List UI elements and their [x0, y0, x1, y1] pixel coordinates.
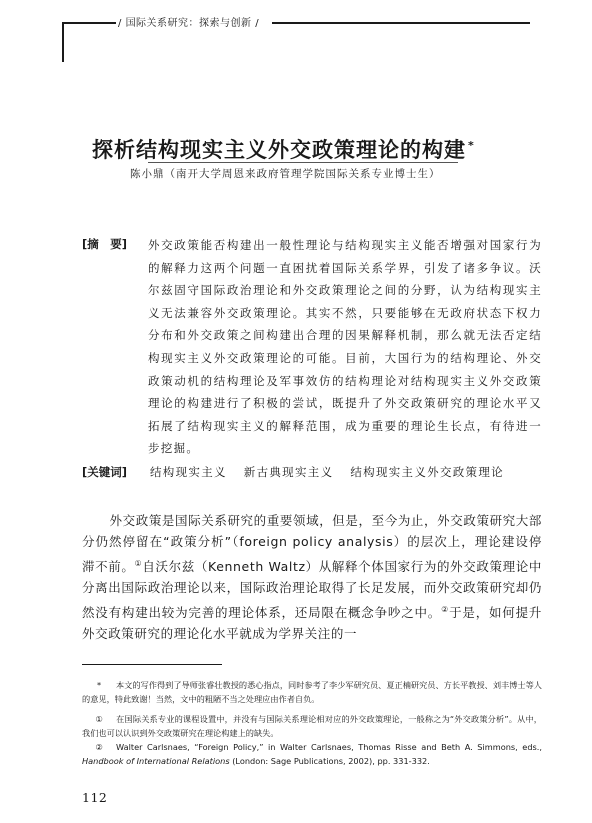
header-left-rule — [62, 22, 116, 24]
footnote-mark: * — [96, 680, 102, 690]
keyword-item: 新古典现实主义 — [243, 465, 334, 479]
running-title: 国际关系研究：探索与创新 — [125, 18, 252, 29]
body-text-part: 于是，如何提升外交政策研究的理论化水平就成为学界关注的一 — [82, 604, 543, 642]
keywords-label: [关键词] — [82, 465, 128, 479]
keywords-list — [150, 464, 516, 480]
header-right-rule — [272, 22, 530, 24]
page-number: 112 — [82, 790, 108, 805]
footnote-ref-1: ① — [134, 558, 143, 568]
body-text-part: 外交政策是国际关系研究的重要领域，但是，至今为止，外交政策研究大部分仍然停留在“政策分析”（foreign policy analysis）的层次上，理论建设停滞不前。 — [82, 513, 542, 574]
body-text-part: 自沃尔兹（Kenneth Waltz）从解释个体国家行为的外交政策理论中分离出国际政治理论以来，国际政治理论取得了长足发展，而外交政策研究却仍然没有构建出较为完善的理论体系，还局限在概念争吵之中。 — [82, 558, 543, 620]
footnote-book-title: Handbook of International Relations — [82, 756, 230, 766]
footnote-1 — [82, 712, 542, 740]
footnote-text: (London: Sage Publications, 2002), pp. 331-332. — [232, 756, 430, 766]
footnote-mark: ② — [95, 742, 103, 752]
title-text: 探析结构现实主义外交政策理论的构建 — [92, 138, 466, 162]
header-vertical-rule — [62, 22, 64, 62]
footnote-text: 在国际关系专业的课程设置中，并没有与国际关系理论相对应的外交政策理论，一般称之为“外交政策分析”。从中，我们也可以认识到外交政策研究在理论构建上的缺失。 — [82, 714, 542, 738]
footnote-text: Walter Carlsnaes, “Foreign Policy,” in Walter Carlsnaes, Thomas Risse and Beth A. Simmons, eds., — [116, 742, 542, 752]
abstract-label: [摘 要] — [82, 237, 128, 251]
footnote-2 — [82, 740, 542, 768]
footnote-star — [82, 678, 542, 706]
title-footnote-mark: * — [468, 139, 475, 152]
keyword-item: 结构现实主义外交政策理论 — [350, 465, 504, 479]
author-divider — [148, 162, 458, 163]
article-title — [92, 134, 532, 164]
footnote-rule — [82, 664, 222, 665]
footnote-ref-2: ② — [441, 604, 450, 614]
running-header: / 国际关系研究：探索与创新 / — [118, 18, 260, 29]
keyword-item: 结构现实主义 — [150, 465, 227, 479]
abstract-text: 外交政策能否构建出一般性理论与结构现实主义能否增强对国家行为的解释力这两个问题一直困扰着国际关系学界，引发了诸多争议。沃尔兹固守国际政治理论和外交政策理论之间的分野，认为结构现实主义无法兼容外交政策理论。其实不然，只要能够在无政府状态下权力分布和外交政策之间构建出合理的因果解释机制，那么就无法否定结构现实主义外交政策理论的可能。目前，大国行为的结构理论、外交政策动机的结构理论及军事效仿的结构理论对结构现实主义外交政策理论的构建进行了积极的尝试，既提升了外交政策研究的理论水平又拓展了结构现实主义的解释范围，成为重要的理论生长点，有待进一步挖掘。 — [148, 238, 542, 456]
footnote-mark: ① — [95, 714, 103, 724]
footnote-text: 本文的写作得到了导师张睿壮教授的悉心指点，同时参考了李少军研究员、夏正楠研究员、方长平教授、刘丰博士等人的意见，特此致谢！当然，文中的粗陋不当之处理应由作者自负。 — [82, 680, 542, 704]
body-paragraph — [82, 510, 542, 645]
author-line: 陈小鼎（南开大学周恩来政府管理学院国际关系专业博士生） — [130, 168, 441, 180]
